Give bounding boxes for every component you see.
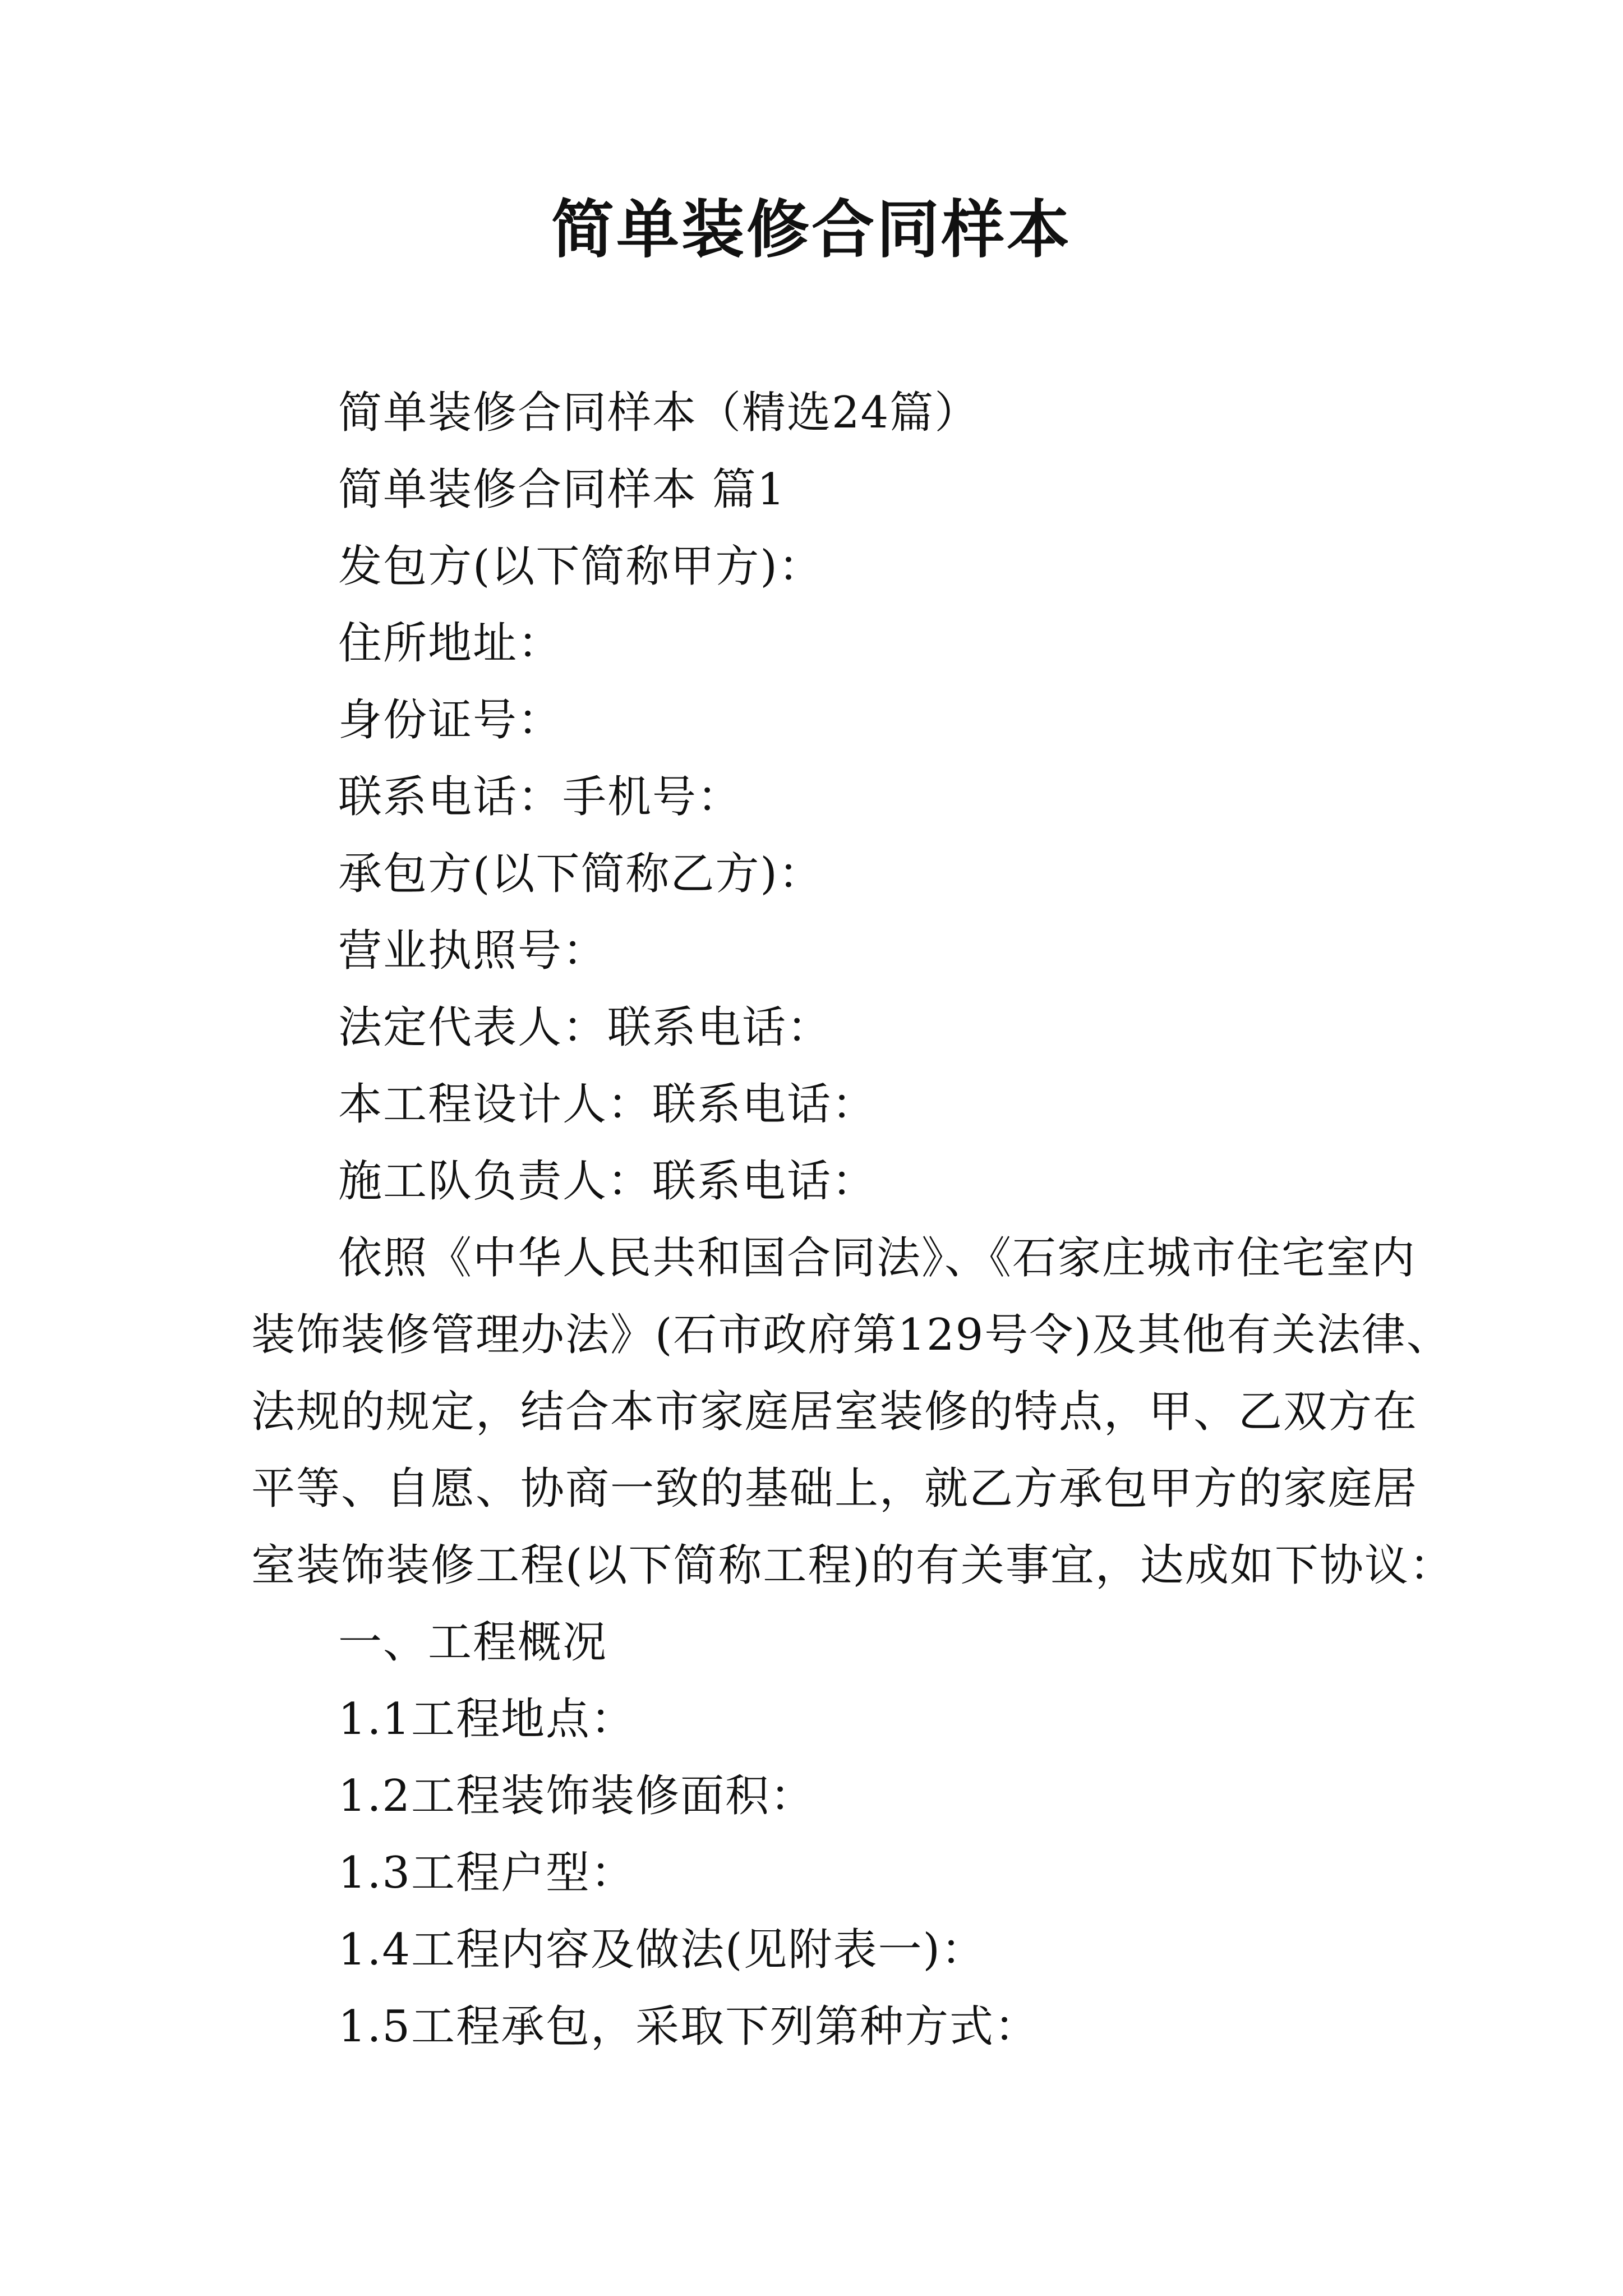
paragraph-line: 室装饰装修工程(以下简称工程)的有关事宜，达成如下协议： — [251, 1540, 1454, 1591]
text-line: 法定代表人：联系电话： — [338, 1002, 832, 1053]
paragraph-line: 法规的规定，结合本市家庭居室装修的特点，甲、乙双方在 — [251, 1387, 1418, 1437]
text-line: 住所地址： — [338, 618, 563, 669]
paragraph-line: 依照《中华人民共和国合同法》、《石家庄城市住宅室内 — [338, 1233, 1417, 1283]
text-line: 发包方(以下简称甲方)： — [338, 541, 823, 592]
text-line: 联系电话：手机号： — [338, 772, 743, 822]
text-line: 承包方(以下简称乙方)： — [338, 849, 823, 899]
list-item: 1.3工程户型： — [338, 1848, 636, 1898]
document-body — [251, 375, 1454, 2065]
document-title: 简单装修合同样本 — [551, 194, 1072, 266]
list-item: 1.5工程承包，采取下列第种方式： — [338, 2001, 1040, 2052]
list-item: 1.1工程地点： — [338, 1694, 636, 1745]
list-item: 1.4工程内容及做法(见附表一)： — [338, 1925, 986, 1975]
paragraph-line: 装饰装修管理办法》(石市政府第129号令)及其他有关法律、 — [251, 1310, 1451, 1360]
paragraph-line: 平等、自愿、协商一致的基础上，就乙方承包甲方的家庭居 — [251, 1464, 1418, 1514]
text-line: 身份证号： — [338, 695, 563, 746]
text-line: 营业执照号： — [338, 926, 608, 976]
section-heading: 一、工程概况 — [338, 1617, 608, 1668]
text-line: 简单装修合同样本（精选24篇） — [338, 388, 980, 438]
list-item: 1.2工程装饰装修面积： — [338, 1771, 815, 1821]
text-line: 本工程设计人：联系电话： — [338, 1079, 877, 1130]
text-line: 施工队负责人：联系电话： — [338, 1156, 877, 1207]
text-line: 简单装修合同样本 篇1 — [338, 464, 786, 515]
